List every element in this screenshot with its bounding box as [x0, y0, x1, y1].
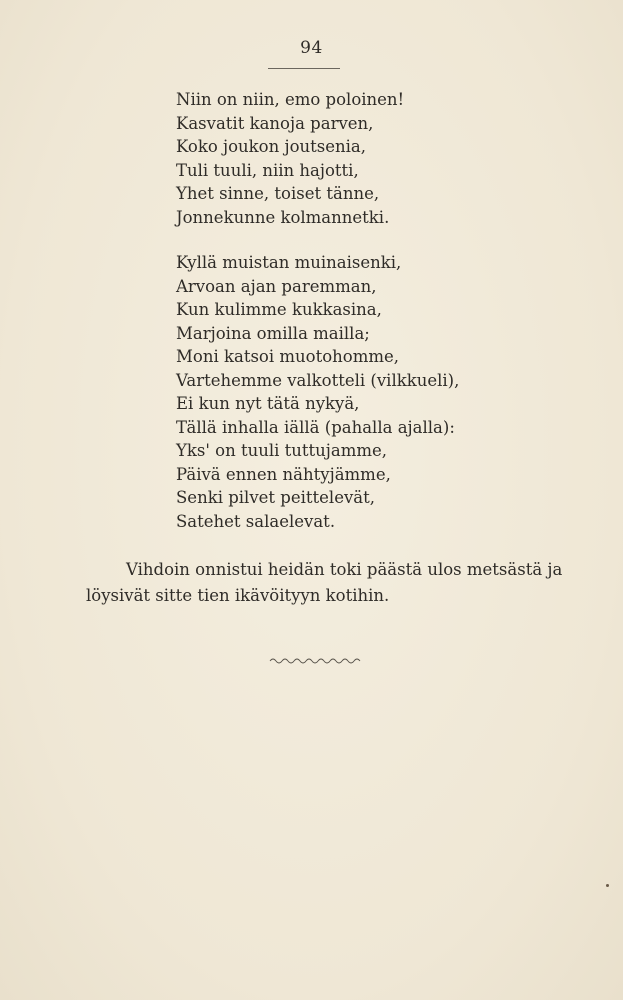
verse-line: Niin on niin, emo poloinen! [176, 90, 405, 109]
verse-line: Koko joukon joutsenia, [176, 137, 366, 156]
verse-line: Vartehemme valkotteli (vilkkueli), [176, 370, 460, 390]
verse-line: Ei kun nyt tätä nykyä, [176, 394, 360, 413]
prose-paragraph [86, 557, 563, 609]
verse-line: Tällä inhalla iällä (pahalla ajalla): [176, 417, 455, 437]
verse-line: Kyllä muistan muinaisenki, [176, 253, 402, 272]
poem-stanza-2 [176, 251, 459, 533]
verse-line: Senki pilvet peittelevät, [176, 488, 375, 507]
verse-line: Arvoan ajan paremman, [176, 276, 377, 296]
prose-line: löysivät sitte tien ikävöityyn kotihin. [86, 586, 390, 605]
verse-line: Kasvatit kanoja parven, [176, 113, 374, 133]
verse-line: Jonnekunne kolmannetki. [176, 207, 390, 227]
verse-line: Marjoina omilla mailla; [176, 323, 370, 343]
wavy-ornament-divider [268, 656, 364, 664]
verse-line: Tuli tuuli, niin hajotti, [176, 160, 359, 180]
page-number: 94 [300, 38, 323, 58]
verse-line: Kun kulimme kukkasina, [176, 300, 382, 319]
prose-line: Vihdoin onnistui heidän toki päästä ulos metsästä ja [126, 560, 563, 579]
header-rule [268, 68, 340, 69]
verse-line: Päivä ennen nähtyjämme, [176, 464, 391, 484]
paper-speck [606, 884, 609, 887]
verse-line: Moni katsoi muotohomme, [176, 347, 399, 366]
verse-line: Yks' on tuuli tuttujamme, [176, 441, 388, 460]
poem-stanza-1 [176, 88, 404, 229]
verse-line: Satehet salaelevat. [176, 511, 336, 531]
verse-line: Yhet sinne, toiset tänne, [176, 184, 380, 203]
